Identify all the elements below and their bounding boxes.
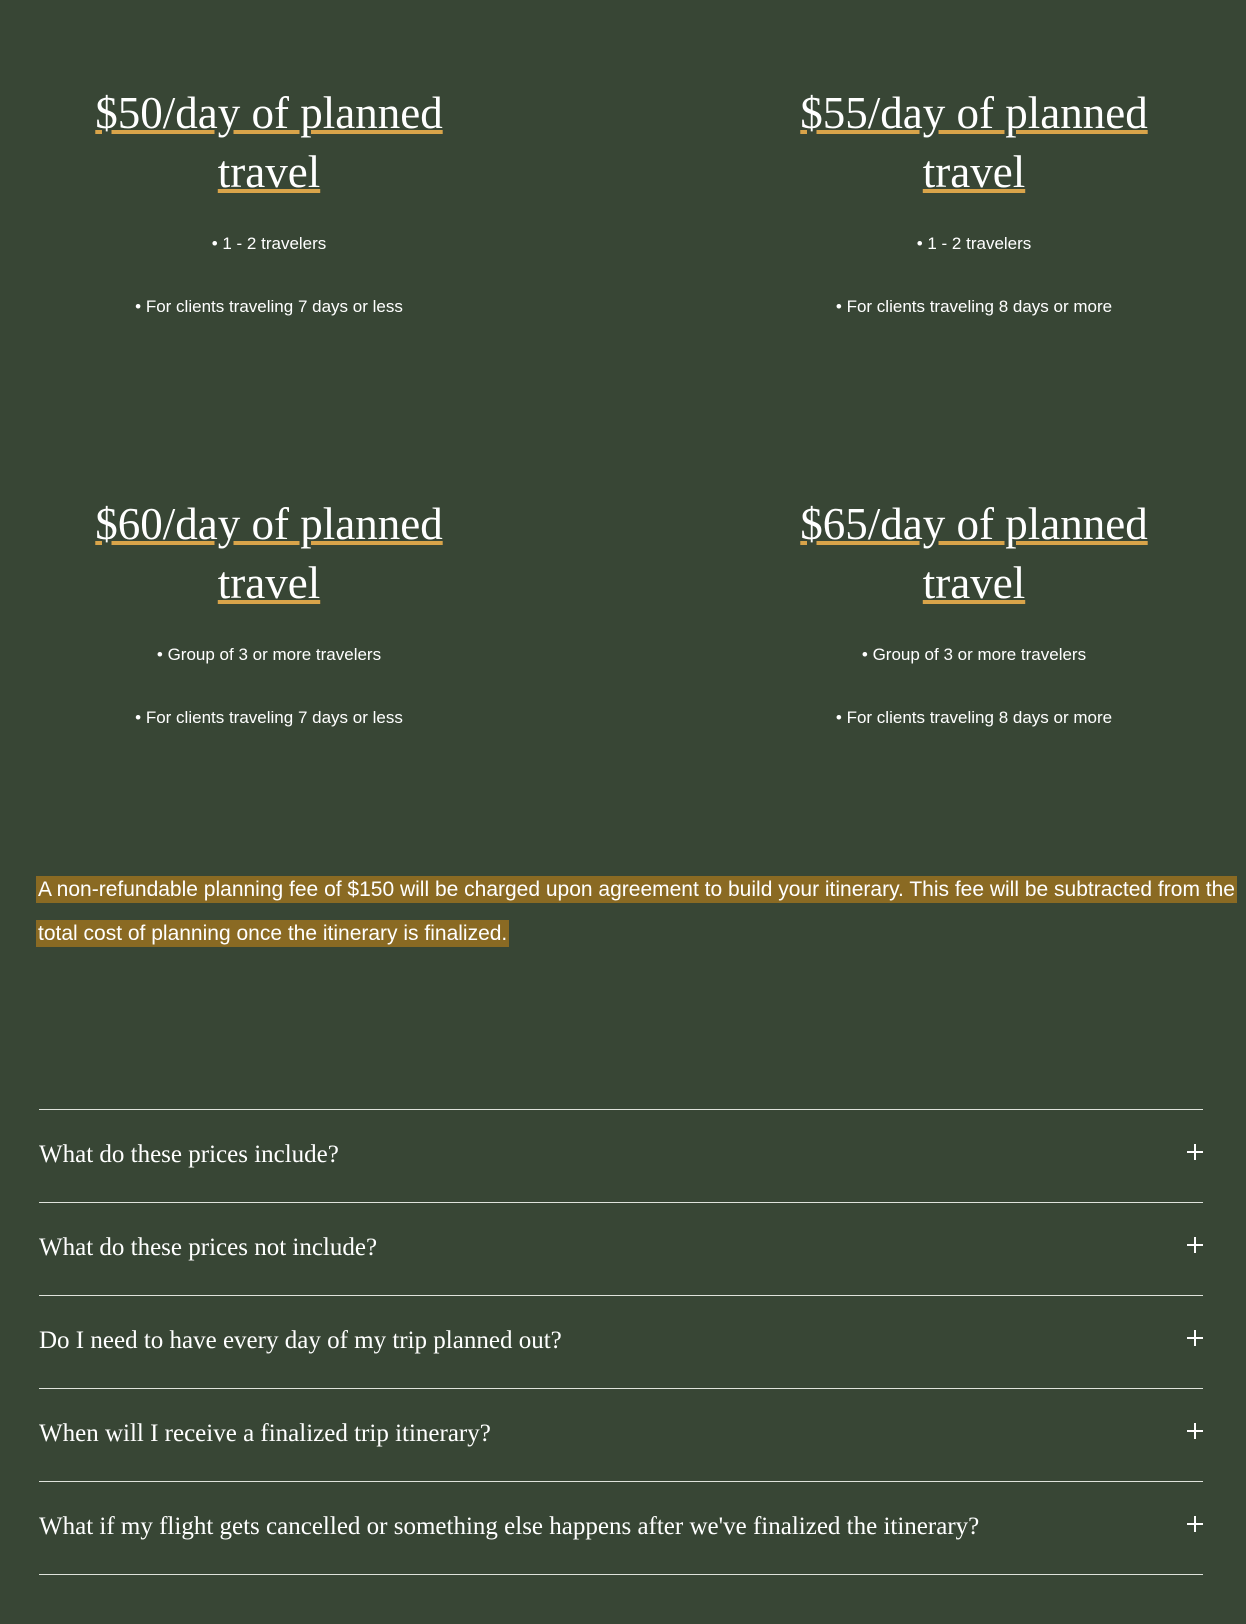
plan-bullet-duration: • For clients traveling 7 days or less bbox=[135, 297, 403, 316]
faq-question: When will I receive a finalized trip itinerary? bbox=[39, 1420, 491, 1447]
faq-item-finalized-itinerary[interactable] bbox=[39, 1389, 1203, 1482]
plus-icon[interactable] bbox=[1187, 1516, 1203, 1532]
faq-accordion bbox=[39, 1109, 1203, 1575]
faq-item-every-day-planned[interactable] bbox=[39, 1296, 1203, 1389]
plus-icon[interactable] bbox=[1187, 1237, 1203, 1253]
faq-item-prices-include[interactable] bbox=[39, 1110, 1203, 1203]
plan-title-line2: travel bbox=[922, 147, 1026, 197]
plan-bullet-travelers: • Group of 3 or more travelers bbox=[861, 645, 1087, 664]
pricing-card-60 bbox=[9, 495, 529, 729]
plan-bullet-duration: • For clients traveling 8 days or more bbox=[835, 297, 1113, 316]
plus-icon[interactable] bbox=[1187, 1423, 1203, 1439]
faq-item-prices-not-include[interactable] bbox=[39, 1203, 1203, 1296]
plan-title bbox=[714, 495, 1234, 613]
faq-question: Do I need to have every day of my trip planned out? bbox=[39, 1327, 562, 1354]
faq-question: What do these prices not include? bbox=[39, 1234, 378, 1261]
pricing-card-65 bbox=[714, 495, 1234, 729]
plan-title bbox=[714, 84, 1234, 202]
plan-title bbox=[9, 495, 529, 613]
pricing-card-50 bbox=[9, 84, 529, 318]
plan-title-line2: travel bbox=[217, 558, 321, 608]
plan-title bbox=[9, 84, 529, 202]
faq-question: What do these prices include? bbox=[39, 1141, 339, 1168]
plan-bullet-duration: • For clients traveling 7 days or less bbox=[135, 708, 403, 727]
plan-title-line1: $60/day of planned bbox=[95, 499, 443, 549]
faq-item-flight-cancelled[interactable] bbox=[39, 1482, 1203, 1575]
faq-question: What if my flight gets cancelled or something else happens after we've finalized the itinerary? bbox=[39, 1513, 980, 1540]
plan-title-line1: $50/day of planned bbox=[95, 88, 443, 138]
plus-icon[interactable] bbox=[1187, 1144, 1203, 1160]
plan-title-line1: $55/day of planned bbox=[800, 88, 1148, 138]
planning-fee-text: A non-refundable planning fee of $150 will be charged upon agreement to build your itinerary. This fee will be subtracted from the total cost of planning once the itinerary is finalized. bbox=[38, 878, 1235, 945]
plus-icon[interactable] bbox=[1187, 1330, 1203, 1346]
pricing-card-55 bbox=[714, 84, 1234, 318]
plan-title-line1: $65/day of planned bbox=[800, 499, 1148, 549]
plan-bullet-travelers: • Group of 3 or more travelers bbox=[156, 645, 382, 664]
planning-fee-notice bbox=[36, 868, 1236, 956]
plan-bullet-travelers: • 1 - 2 travelers bbox=[211, 234, 327, 253]
plan-bullet-duration: • For clients traveling 8 days or more bbox=[835, 708, 1113, 727]
plan-title-line2: travel bbox=[922, 558, 1026, 608]
plan-title-line2: travel bbox=[217, 147, 321, 197]
plan-bullet-travelers: • 1 - 2 travelers bbox=[916, 234, 1032, 253]
